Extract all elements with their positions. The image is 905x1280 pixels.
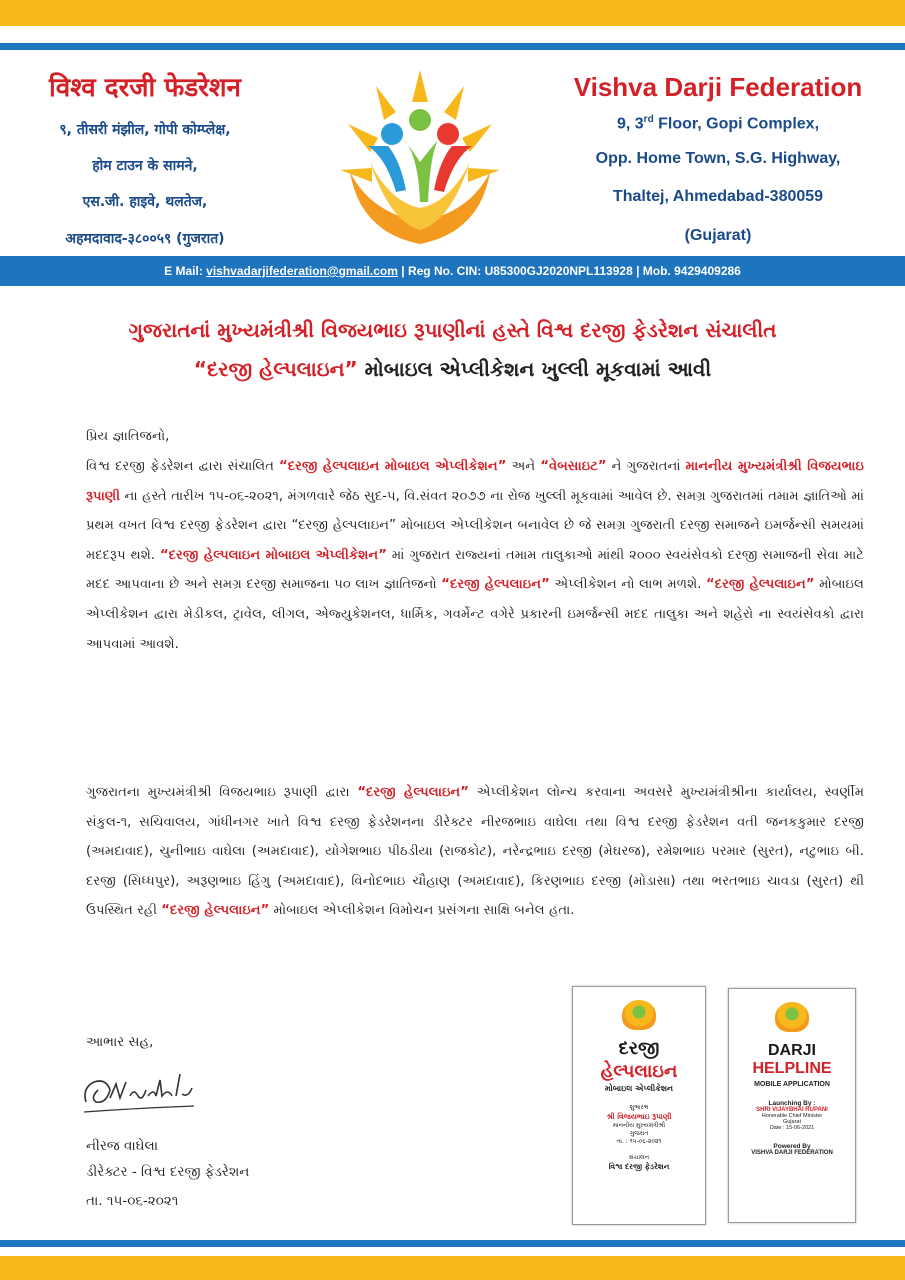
hindi-address-line: ९, तीसरी मंझील, गोपी कोम्प्लेक्ष, (59, 122, 231, 138)
email-link[interactable]: vishvadarjifederation@gmail.com (206, 264, 398, 278)
hindi-address-line: एस.जी. हाइवे, थलतेज, (82, 194, 208, 210)
launch-label: Launching By : (768, 1100, 816, 1107)
p1-text: ના હસ્તે તારીખ ૧૫-૦૬-૨૦૨૧, મંગળવારે જેઠ સુદ-૫, વિ.સંવત ૨૦૭૭ ના રોજ ખુલ્લી મૂકવામાં આવેલ છે. સમગ્ર ગુજરાતમાં તમામ જ્ઞાતિઓ માં પ્રથમ વખત વિશ્વ દરજી ફેડરેશન દ્વારા “દરજી હેલ્પલાઇન” મોબાઇલ એપ્લીકેશન બનાવેલ છે જે સમગ્ર ગુજરાતી દરજી સમાજને ઇમર્જન્સી સમયમાં મદદરૂપ થશે. (86, 488, 864, 563)
p1-text: વિશ્વ દરજી ફેડરેશન દ્વારા સંચાલિત (86, 459, 280, 474)
closing: આભાર સહ, (86, 1034, 154, 1050)
hindi-org-name: विश्व दरजी फेडरेशन (49, 73, 241, 103)
p1-highlight: “વેબસાઇટ” (540, 459, 607, 474)
p1-highlight: “દરજી હેલ્પલાઇન” (706, 577, 815, 593)
app-logo-icon (622, 1000, 656, 1030)
powered-by: VISHVA DARJI FEDERATION (751, 1150, 833, 1156)
headline-app-name: “દરજી હેલ્પલાઇન” (193, 357, 358, 381)
launch-date: તા. : ૧૫-૦૬-૨૦૨૧ (616, 1138, 662, 1145)
p2-text: મોબાઇલ એપ્લીકેશન વિમોચન પ્રસંગના સાક્ષિ બનેલ હતા. (269, 903, 575, 919)
top-blue-stripe (0, 43, 905, 50)
english-address-line: Opp. Home Town, S.G. Highway, (595, 150, 841, 167)
p1-text: માં ગુજરાત રાજ્યનાં તમામ તાલુકાઓ માંથી ૨૦૦૦ સ્વયંસેવકો દરજી સમાજની સેવા માટે મદદ આપવાના છે અને સમગ્ર દરજી સમાજના ૫૦ લાખ જ્ઞાતિજનો (86, 547, 864, 593)
app-screen (734, 994, 850, 1217)
app-screenshot-gujarati (572, 986, 706, 1225)
hindi-address-line: अहमदावाद-३८००५९ (गुजरात) (65, 231, 225, 247)
signature (80, 1068, 200, 1120)
launch-label: શુભારંભ (629, 1104, 649, 1111)
app-title-2: HELPLINE (752, 1060, 832, 1077)
english-address-line: (Gujarat) (684, 227, 752, 244)
english-address-line: Thaltej, Ahmedabad-380059 (612, 188, 824, 205)
p1-text: ને ગુજરાતનાં (606, 459, 686, 474)
sun-people-logo-icon (330, 62, 510, 252)
app-screen (578, 992, 700, 1219)
top-yellow-bar (0, 0, 905, 26)
headline-line-2 (40, 357, 865, 381)
email-label: E Mail: (164, 264, 207, 278)
launcher-name: શ્રી વિજયભાઇ રૂપાણી (606, 1112, 672, 1121)
headline-line-1: ગુજરાતનાં મુખ્યમંત્રીશ્રી વિજયભાઇ રૂપાણીનાં હસ્તે વિશ્વ દરજી ફેડરેશન સંચાલીત (128, 318, 777, 342)
launcher-name: SHRI VIJAYBHAI RUPANI (756, 1107, 828, 1113)
app-logo-icon (775, 1002, 809, 1032)
letter-date: તા. ૧૫-૦૬-૨૦૨૧ (86, 1193, 179, 1209)
greeting: પ્રિય જ્ઞાતિજનો, (86, 429, 170, 444)
headline-rest: મોબાઇલ એપ્લીકેશન ખુલ્લી મૂકવામાં આવી (357, 357, 712, 381)
p2-highlight: “દરજી હેલ્પલાઇન” (161, 903, 270, 919)
paragraph-2 (86, 778, 864, 926)
p1-highlight: “દરજી હેલ્પલાઇન મોબાઇલ એપ્લીકેશન” (160, 547, 387, 563)
launch-state: Gujarat (782, 1119, 802, 1125)
app-title-2: હેલ્પલાઇન (600, 1061, 678, 1082)
english-address-line: 9, 3rd Floor, Gopi Complex, (616, 114, 820, 133)
p1-text: મોબાઇલ એપ્લીકેશન દ્વારા મેડીકલ, ટ્રાવેલ, લીગલ, એજ્યુકેશનલ, ધાર્મિક, ગવર્મેન્ટ વગેરે પ્રકારની ઇમર્જન્સી મદદ તાલુકા અને શહેરો ના સ્વયંસેવકો દ્વારા આપવામાં આવશે. (86, 577, 864, 652)
p2-text: એપ્લીકેશન લોન્ચ કરવાના અવસરે મુખ્યમંત્રીશ્રીના કાર્યાલય, સ્વર્ણીમ સંકુલ-૧, સચિવાલય, ગાંધીનગર ખાતે વિશ્વ દરજી ફેડરેશનના ડીરેક્ટર નીરજભાઇ વાઘેલા તથા વિશ્વ દરજી ફેડરેશન વતી જનકકુમાર દરજી (અમદાવાદ), ચુનીભાઇ વાઘેલા (અમદાવાદ), યોગેશભાઇ પીઠડીયા (રાજકોટ), નરેન્દ્રભાઇ દરજી (મેઘરજ), રમેશભાઇ પરમાર (સુરત), નટુભાઇ બી. દરજી (સિધ્ધપુર), અરૂણભાઇ હિંગુ (અમદાવાદ), વિનોદભાઇ ચૌહાણ (અમદાવાદ), કિરણભાઇ દરજી (મોડાસા) તથા ભરતભાઇ ચાવડા (સુરત) થી ઉપસ્થિત રહી (86, 785, 864, 919)
powered-by: વિશ્વ દરજી ફેડરેશન (608, 1162, 670, 1171)
launcher-role: Honerable Chief Minister (761, 1113, 823, 1119)
app-title-1: DARJI (767, 1042, 816, 1059)
p1-highlight: “દરજી હેલ્પલાઇન” (441, 577, 550, 593)
english-org-name: Vishva Darji Federation (573, 72, 863, 102)
app-subtitle: MOBILE APPLICATION (754, 1081, 830, 1088)
p2-text: ગુજરાતના મુખ્યમંત્રીશ્રી વિજયભાઇ રૂપાણી દ્વારા (86, 785, 358, 800)
powered-label: Powered By (773, 1143, 811, 1150)
app-subtitle: મોબાઇલ એપ્લીકેશન (605, 1084, 673, 1093)
p2-highlight: “દરજી હેલ્પલાઇન” (357, 785, 469, 800)
bottom-yellow-bar (0, 1256, 905, 1280)
app-title-1: દરજી (618, 1038, 660, 1059)
powered-label: સંચાલન (628, 1154, 650, 1161)
launch-date: Date : 15-06-2021 (769, 1125, 815, 1131)
signature-icon (80, 1068, 200, 1120)
federation-logo (330, 62, 510, 252)
launcher-role: માનનીય મુખ્યમંત્રીશ્રી (612, 1122, 666, 1129)
registration-and-mobile: | Reg No. CIN: U85300GJ2020NPL113928 | Mob. 9429409286 (397, 264, 741, 278)
contact-info (0, 256, 905, 286)
app-screenshot-english (728, 988, 856, 1223)
hindi-address-line: होम टाउन के सामने, (92, 158, 198, 174)
signer-name: નીરજ વાઘેલા (86, 1138, 159, 1154)
paragraph-1 (86, 452, 864, 659)
bottom-blue-stripe (0, 1240, 905, 1247)
p1-highlight: “દરજી હેલ્પલાઇન મોબાઇલ એપ્લીકેશન” (279, 459, 507, 474)
signer-title: ડીરેક્ટર - વિશ્વ દરજી ફેડરેશન (86, 1164, 250, 1180)
p1-text: એપ્લીકેશન નો લાભ મળશે. (549, 577, 707, 593)
p1-highlight: માનનીય મુખ્યમંત્રીશ્રી વિજયભાઇ રૂપાણી (86, 459, 864, 504)
p1-text: અને (506, 459, 541, 474)
launch-state: ગુજરાત (629, 1130, 649, 1137)
